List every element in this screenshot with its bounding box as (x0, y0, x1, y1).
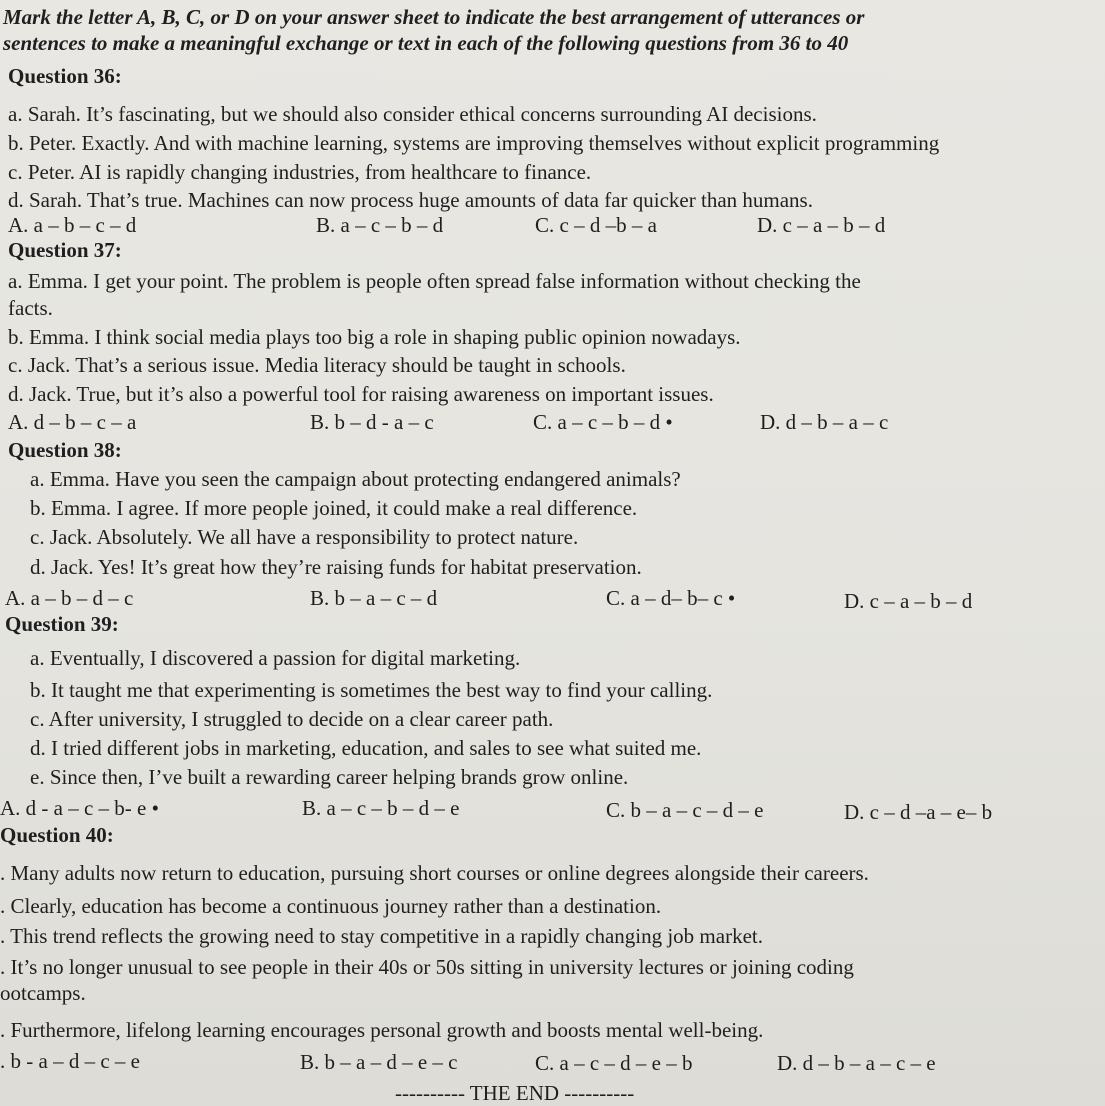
question-37-line-d: d. Jack. True, but it’s also a powerful tool for raising awareness on important issues. (8, 382, 714, 406)
question-40-line-b: . Clearly, education has become a continuous journey rather than a destination. (0, 894, 662, 918)
question-38-option-a[interactable]: A. a – b – d – c (5, 586, 134, 610)
question-37-option-b[interactable]: B. b – d - a – c (310, 410, 434, 434)
question-37-line-a-cont: facts. (8, 296, 53, 320)
question-38-heading: Question 38: (8, 438, 122, 462)
question-37-option-d[interactable]: D. d – b – a – c (760, 410, 889, 434)
question-36-line-a: a. Sarah. It’s fascinating, but we should also consider ethical concerns surrounding AI decisions. (8, 102, 817, 126)
question-39-line-e: e. Since then, I’ve built a rewarding career helping brands grow online. (30, 765, 629, 789)
question-40-heading: Question 40: (0, 823, 114, 847)
question-39-line-d: d. I tried different jobs in marketing, education, and sales to see what suited me. (30, 736, 702, 760)
question-36-line-b: b. Peter. Exactly. And with machine learning, systems are improving themselves without explicit programming (8, 131, 940, 155)
question-38-line-c: c. Jack. Absolutely. We all have a responsibility to protect nature. (30, 525, 579, 549)
question-40-option-c[interactable]: C. a – c – d – e – b (535, 1051, 693, 1075)
question-36-option-b[interactable]: B. a – c – b – d (316, 213, 444, 237)
question-39-line-a: a. Eventually, I discovered a passion for digital marketing. (30, 646, 521, 670)
the-end-footer: ---------- THE END ---------- (395, 1081, 635, 1105)
question-37-line-c: c. Jack. That’s a serious issue. Media literacy should be taught in schools. (8, 353, 626, 377)
question-36-option-d[interactable]: D. c – a – b – d (757, 213, 886, 237)
question-36-option-a[interactable]: A. a – b – c – d (8, 213, 137, 237)
question-38-line-b: b. Emma. I agree. If more people joined, it could make a real difference. (30, 496, 638, 520)
question-36-heading: Question 36: (8, 64, 122, 88)
question-39-line-c: c. After university, I struggled to decide on a clear career path. (30, 707, 554, 731)
question-40-line-d-cont: ootcamps. (0, 981, 86, 1005)
question-38-option-c[interactable]: C. a – d– b– c • (606, 586, 736, 610)
question-36-line-d: d. Sarah. That’s true. Machines can now process huge amounts of data far quicker than humans. (8, 188, 813, 212)
question-40-line-c: . This trend reflects the growing need to stay competitive in a rapidly changing job market. (0, 924, 763, 948)
question-40-line-d: . It’s no longer unusual to see people in their 40s or 50s sitting in university lectures or joining coding (0, 955, 854, 979)
question-40-line-e: . Furthermore, lifelong learning encourages personal growth and boosts mental well-being. (0, 1018, 764, 1042)
question-37-line-b: b. Emma. I think social media plays too big a role in shaping public opinion nowadays. (8, 325, 741, 349)
question-38-option-b[interactable]: B. b – a – c – d (310, 586, 438, 610)
question-37-option-c[interactable]: C. a – c – b – d • (533, 410, 673, 434)
instructions-line-1: Mark the letter A, B, C, or D on your answer sheet to indicate the best arrangement of utterances or (3, 5, 865, 29)
question-39-line-b: b. It taught me that experimenting is sometimes the best way to find your calling. (30, 678, 713, 702)
question-37-line-a: a. Emma. I get your point. The problem is people often spread false information without checking the (8, 269, 861, 293)
question-40-option-a[interactable]: . b - a – d – c – e (0, 1049, 140, 1073)
question-38-line-d: d. Jack. Yes! It’s great how they’re raising funds for habitat preservation. (30, 555, 642, 579)
instructions-line-2: sentences to make a meaningful exchange or text in each of the following questions from 36 to 40 (3, 31, 849, 55)
question-38-line-a: a. Emma. Have you seen the campaign about protecting endangered animals? (30, 467, 681, 491)
question-39-option-a[interactable]: A. d - a – c – b- e • (0, 796, 159, 820)
question-40-option-d[interactable]: D. d – b – a – c – e (777, 1051, 936, 1075)
question-36-line-c: c. Peter. AI is rapidly changing industries, from healthcare to finance. (8, 160, 592, 184)
question-39-option-b[interactable]: B. a – c – b – d – e (302, 796, 460, 820)
question-39-heading: Question 39: (5, 612, 119, 636)
question-37-option-a[interactable]: A. d – b – c – a (8, 410, 137, 434)
question-36-option-c[interactable]: C. c – d –b – a (535, 213, 657, 237)
question-40-option-b[interactable]: B. b – a – d – e – c (300, 1050, 458, 1074)
question-38-option-d[interactable]: D. c – a – b – d (844, 589, 973, 613)
question-39-option-d[interactable]: D. c – d –a – e– b (844, 800, 993, 824)
question-40-line-a: . Many adults now return to education, pursuing short courses or online degrees alongside their careers. (0, 861, 869, 885)
question-37-heading: Question 37: (8, 238, 122, 262)
question-39-option-c[interactable]: C. b – a – c – d – e (606, 798, 764, 822)
